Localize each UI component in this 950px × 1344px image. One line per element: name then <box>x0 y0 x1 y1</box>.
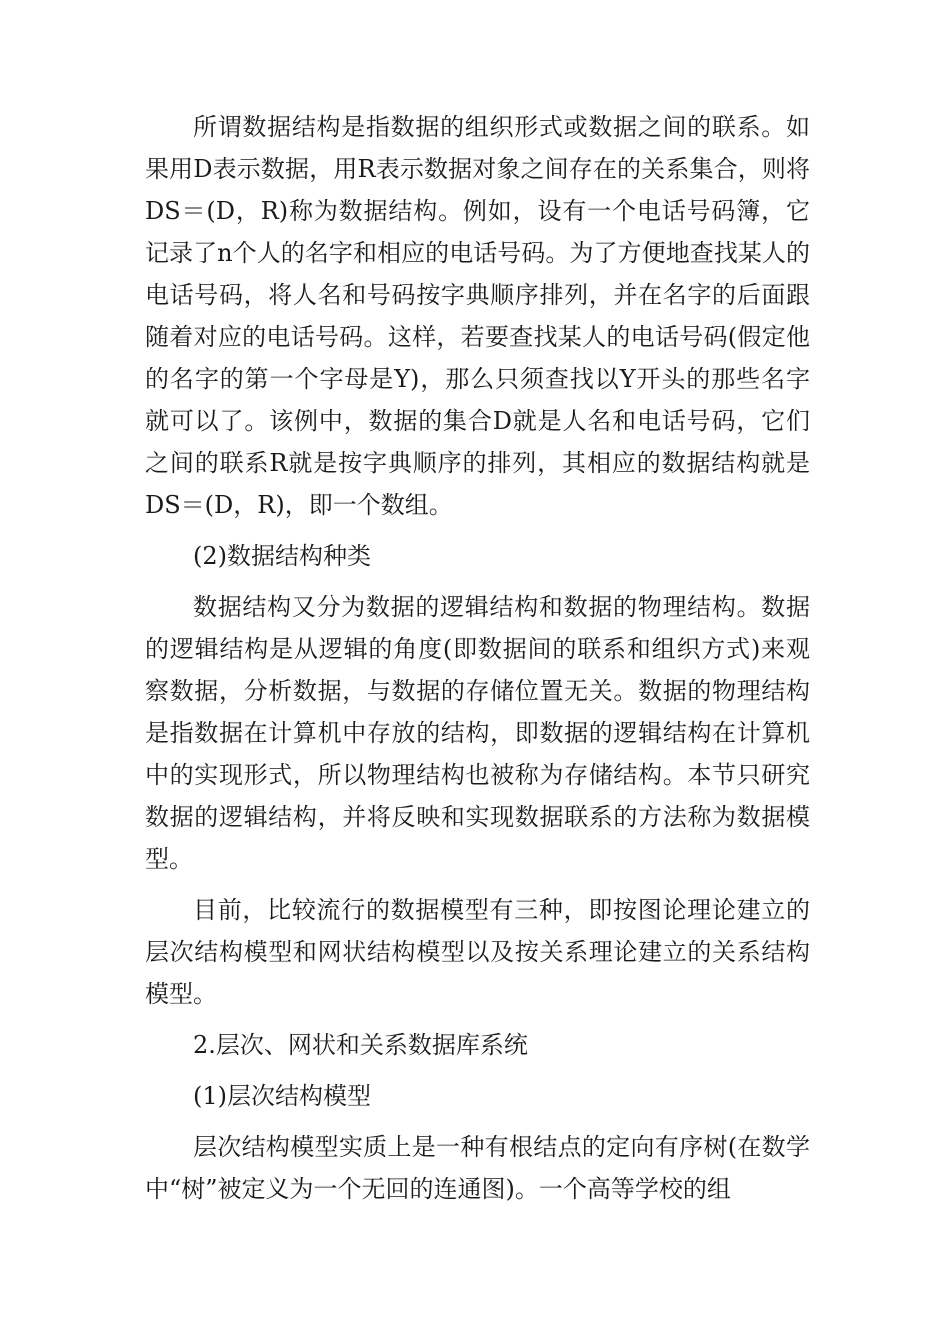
heading-database-systems: 2.层次、网状和关系数据库系统 <box>193 1031 528 1059</box>
paragraph-logical-physical-structure: 数据结构又分为数据的逻辑结构和数据的物理结构。数据的逻辑结构是从逻辑的角度(即数据间的联系和组织方式)来观察数据，分析数据，与数据的存储位置无关。数据的物理结构是指数据在计算机中存放的结构，即数据的逻辑结构在计算机中的实现形式，所以物理结构也被称为存储结构。本节只研究数据的逻辑结构，并将反映和实现数据联系的方法称为数据模型。 <box>145 593 810 873</box>
paragraph-three-data-models: 目前，比较流行的数据模型有三种，即按图论理论建立的层次结构模型和网状结构模型以及按关系理论建立的关系结构模型。 <box>145 896 810 1008</box>
document-page <box>145 106 810 1219</box>
heading-data-structure-types: (2)数据结构种类 <box>193 542 371 570</box>
heading-hierarchical-model: (1)层次结构模型 <box>193 1082 371 1110</box>
paragraph-hierarchical-model-description: 层次结构模型实质上是一种有根结点的定向有序树(在数学中“树”被定义为一个无回的连通图)。一个高等学校的组 <box>145 1133 810 1203</box>
paragraph-data-structure-definition: 所谓数据结构是指数据的组织形式或数据之间的联系。如果用D表示数据，用R表示数据对象之间存在的关系集合，则将DS＝(D，R)称为数据结构。例如，设有一个电话号码簿，它记录了n个人的名字和相应的电话号码。为了方便地查找某人的电话号码，将人名和号码按字典顺序排列，并在名字的后面跟随着对应的电话号码。这样，若要查找某人的电话号码(假定他的名字的第一个字母是Y)，那么只须查找以Y开头的那些名字就可以了。该例中，数据的集合D就是人名和电话号码，它们之间的联系R就是按字典顺序的排列，其相应的数据结构就是DS＝(D，R)，即一个数组。 <box>145 113 810 519</box>
